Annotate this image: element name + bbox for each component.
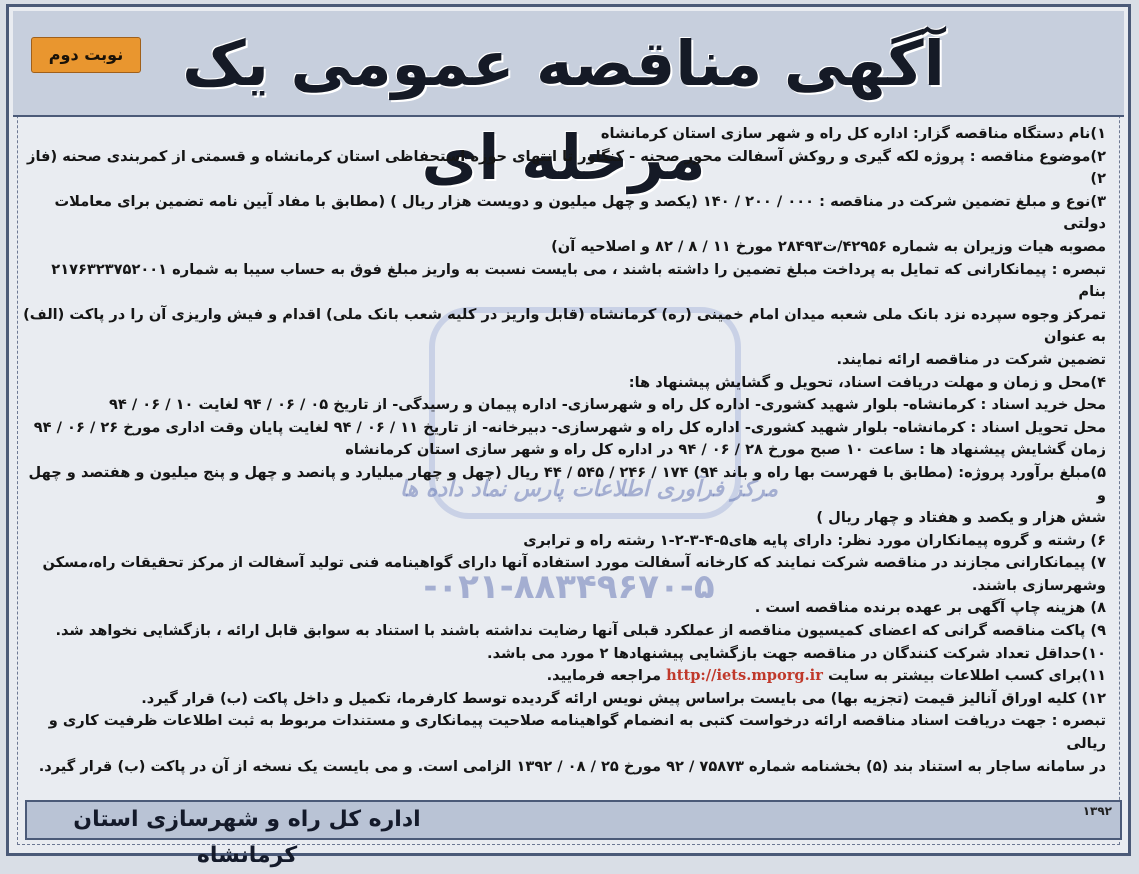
footer-bar bbox=[25, 800, 1122, 868]
line-7: تضمین شرکت در مناقصه ارائه نمایند. bbox=[836, 350, 1106, 368]
site-line-after: مراجعه فرمایید. bbox=[546, 667, 662, 685]
footer-organization: اداره کل راه و شهرسازی استان کرمانشاه bbox=[73, 807, 421, 868]
line-5: تبصره : پیمانکارانی که تمایل به پرداخت مبلغ تضمین را داشته باشند ، می بایست نسبت به واریز مبلغ فوق به حساب سیبا به شماره ۲۱۷۶۳۲۳۷۵۲۰۰۱ بنام bbox=[51, 260, 1106, 301]
line-1: ۱)نام دستگاه مناقصه گزار: اداره کل راه و شهر سازی استان کرمانشاه bbox=[600, 125, 1106, 142]
page-title: آگهی مناقصه عمومی یک مرحله ای bbox=[182, 27, 945, 194]
line-15: ۷) پیمانکارانی مجازند در مناقصه شرکت نمایند که کارخانه آسفالت مورد استفاده آنها دارای گواهینامه فنی تولید آسفالت از مرکز تحقیقات راه،مسکن وشهرسازی باشند. bbox=[42, 554, 1106, 594]
advertisement-page bbox=[6, 4, 1131, 868]
line-3: ۳)نوع و مبلغ تضمین شرکت در مناقصه : ۰۰۰ / ۲۰۰ / ۱۴۰ (یکصد و چهل میلیون و دویست هزار ریال ) (مطابق با مفاد آیین نامه تضمین برای معاملات دولتی bbox=[54, 192, 1106, 233]
line-18: ۱۰)حداقل تعداد شرکت کنندگان در مناقصه جهت بازگشایی پیشنهادها ۲ مورد می باشد. bbox=[487, 644, 1106, 662]
line-16: ۸) هزینه چاپ آگهی بر عهده برنده مناقصه است . bbox=[754, 599, 1106, 617]
footer-code: ۱۳۹۲ bbox=[1082, 804, 1112, 818]
line-8: ۴)محل و زمان و مهلت دریافت اسناد، تحویل و گشایش پیشنهاد ها: bbox=[628, 373, 1106, 391]
line-2: ۲)موضوع مناقصه : پروژه لکه گیری و روکش آسفالت محور صحنه - کنگاور تا انتهای حوزه استحفاظی استان کرمانشاه و قسمتی از کمربندی صحنه (فاز ۲) bbox=[27, 147, 1106, 188]
watermark-phone: -۰۲۱-۸۸۳۴۹۶۷۰-۵ bbox=[423, 567, 715, 607]
line-6: تمرکز وجوه سپرده نزد بانک ملی شعبه میدان امام خمینی (ره) کرمانشاه (قابل واریز در کلیه شعب بانک ملی) اقدام و فیش واریزی آن را در پاکت (الف) به عنوان bbox=[23, 305, 1106, 346]
line-9: محل خرید اسناد : کرمانشاه- بلوار شهید کشوری- اداره کل راه و شهرسازی- اداره پیمان و رسیدگی- از تاریخ ۰۵ / ۰۶ / ۹۴ لغایت ۱۰ / ۰۶ / ۹۴ bbox=[108, 396, 1106, 414]
website-link[interactable]: http://iets.mporg.ir bbox=[666, 667, 823, 685]
announcement-body bbox=[23, 123, 1106, 778]
line-12: ۵)مبلغ برآورد پروژه: (مطابق با فهرست بها راه و باند ۹۴) ۱۷۴ / ۲۴۶ / ۵۴۵ / ۴۴ ریال (چهل و چهار میلیارد و پانصد و چهل و پنج میلیون و هفتصد و چهل و bbox=[28, 463, 1106, 504]
watermark-text: مرکز فرآوری اطلاعات پارس نماد داده ها bbox=[399, 477, 779, 502]
line-22: در سامانه ساجار به استناد بند (۵) بخشنامه شماره ۷۵۸۷۳ / ۹۲ مورخ ۲۵ / ۰۸ / ۱۳۹۲ الزامی است. و می بایست یک نسخه از آن در پاکت (ب) قرار گیرد. bbox=[38, 757, 1106, 775]
line-17: ۹) پاکت مناقصه گرانی که اعضای کمیسیون مناقصه از عملکرد قبلی آنها رضایت نداشته باشند با استناد به سوابق قابل ارائه ، بازگشایی نخواهد شد. bbox=[55, 622, 1106, 640]
line-21: تبصره : جهت دریافت اسناد مناقصه ارائه درخواست کتبی به انضمام گواهینامه صلاحیت پیمانکاری و مستندات مربوط به ثبت اطلاعات ظرفیت کاری و ریالی bbox=[48, 712, 1106, 753]
line-11: زمان گشایش پیشنهاد ها : ساعت ۱۰ صبح مورخ ۲۸ / ۰۶ / ۹۴ در اداره کل راه و شهر سازی استان کرمانشاه bbox=[345, 441, 1106, 459]
line-14: ۶) رشته و گروه پیمانکاران مورد نظر: دارای پایه های۵-۴-۳-۲-۱ رشته راه و ترابری bbox=[523, 531, 1106, 549]
line-20: ۱۲) کلیه اوراق آنالیز قیمت (تجزیه بها) می بایست براساس پیش نویس ارائه گردیده توسط کارفرما، تکمیل و داخل پاکت (ب) قرار گیرد. bbox=[141, 689, 1106, 707]
second-round-badge: نوبت دوم bbox=[31, 37, 141, 73]
line-10: محل تحویل اسناد : کرمانشاه- بلوار شهید کشوری- اداره کل راه و شهرسازی- دبیرخانه- از تاریخ ۱۱ / ۰۶ / ۹۴ لغایت پایان وقت اداری مورخ ۲۶ / ۰۶ / ۹۴ bbox=[33, 418, 1106, 436]
line-19-site bbox=[23, 665, 1106, 688]
line-4: مصوبه هیات وزیران به شماره ۴۲۹۵۶/ت۲۸۴۹۳ مورخ ۱۱ / ۸ / ۸۲ و اصلاحیه آن) bbox=[551, 237, 1106, 255]
site-line-before: ۱۱)برای کسب اطلاعات بیشتر به سایت bbox=[828, 667, 1106, 685]
line-13: شش هزار و یکصد و هفتاد و چهار ریال ) bbox=[816, 509, 1106, 527]
